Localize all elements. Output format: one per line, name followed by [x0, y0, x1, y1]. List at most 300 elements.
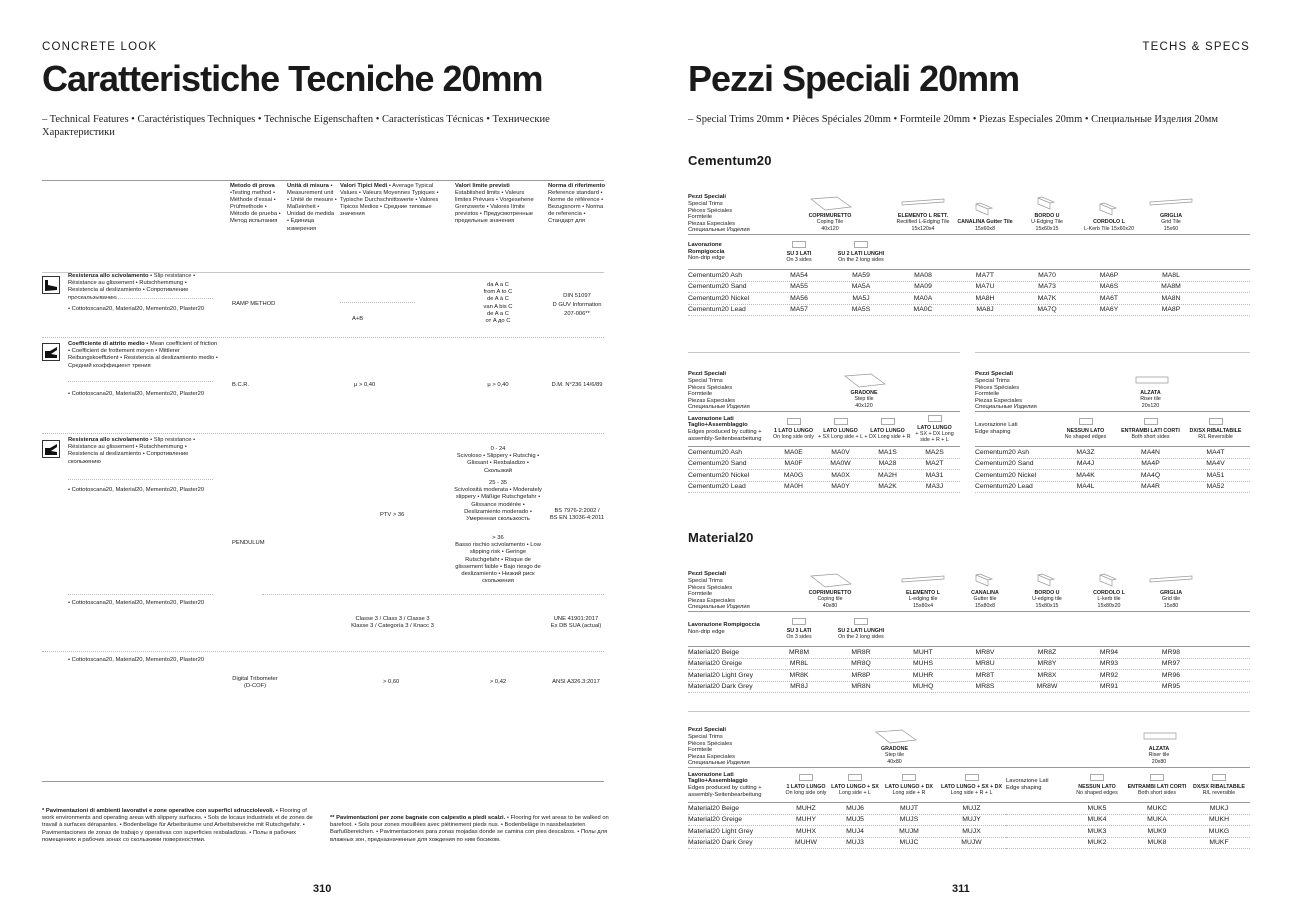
- trim-illustration-icon: [1148, 572, 1194, 590]
- row-label: Material20 Dark Grey: [688, 683, 753, 691]
- article-code: MUK4: [1087, 816, 1107, 824]
- article-code: MUHZ: [796, 804, 816, 812]
- product-name: CORDOLO L: [1093, 589, 1125, 596]
- page-number-right: 311: [952, 883, 970, 895]
- table-row: [688, 482, 960, 494]
- label-line: Pièces Spéciales: [688, 207, 733, 214]
- article-code: MA8N: [1161, 294, 1181, 302]
- edge-shape-icon: [881, 418, 895, 425]
- row-label: Cementum20 Lead: [975, 483, 1033, 491]
- product-sub: Grid Tile: [1161, 219, 1181, 226]
- edge-option-name: SU 2 LATI LUNGHI: [837, 627, 885, 634]
- product-name: BORDO U: [1034, 589, 1060, 596]
- article-code: MA2H: [878, 471, 897, 479]
- table-header-row: [688, 189, 1250, 235]
- product-sub: U-Edging Tile: [1031, 219, 1063, 226]
- limit-value: > 0,42: [489, 679, 507, 685]
- article-code: MUJZ: [962, 804, 981, 812]
- label-line: Lavorazione Lati: [975, 422, 1018, 429]
- table-top-rule: [42, 180, 604, 181]
- article-code: MA8L: [1162, 271, 1180, 279]
- table-header-row: [688, 722, 1006, 768]
- article-code: MA4L: [1076, 483, 1095, 491]
- product-size: 40x80: [887, 758, 902, 765]
- product-sub: Coping Tile: [816, 219, 844, 226]
- article-code: MR8P: [851, 671, 871, 679]
- article-code: MA2K: [878, 483, 897, 491]
- material-trims-table: [688, 566, 1250, 693]
- table-row: [1006, 838, 1250, 850]
- table-row: [1006, 815, 1250, 827]
- row-label: Cementum20 Ash: [688, 271, 743, 279]
- product-list: • Cottotoscana20, Material20, Memento20, Plaster20: [68, 657, 205, 663]
- product-sub: L-kerb tile: [1097, 596, 1121, 603]
- table-row: [975, 482, 1250, 494]
- row-label: Cementum20 Sand: [975, 460, 1034, 468]
- article-code: MUHW: [795, 839, 817, 847]
- article-code: MA56: [790, 294, 808, 302]
- article-code: MA57: [790, 306, 808, 314]
- footnote-2: ** Pavimentazioni per zone bagnate con calpestio a piedi scalzi. • Flooring for wet areas to be walked on barefoot. • Sols pour zones mouillées avec piétinement pieds nus. • Bodenbeläge in nassbelasteten Barfußbereichen. • Pavimentaciones para zonas mojadas donde se camina con pies descalzos. • Полы для влажных зон, предназначенные для хождения по ним босиком.: [330, 815, 609, 843]
- table-row: [688, 459, 960, 471]
- article-code: MR8M: [788, 648, 809, 656]
- article-code: MR8X: [1037, 671, 1057, 679]
- article-code: MA2T: [925, 460, 944, 468]
- edge-option-name: 1 LATO LUNGO: [774, 427, 813, 434]
- article-code: MA5A: [851, 283, 871, 291]
- reference-norm: D.M. N°236 14/6/89: [551, 382, 603, 388]
- table-row: [688, 647, 1250, 659]
- label-line: Pièces Spéciales: [975, 384, 1020, 391]
- table-header-row: [975, 366, 1250, 412]
- typical-value: PTV > 36: [380, 512, 405, 518]
- table-row: [688, 838, 1006, 850]
- page-title: Pezzi Speciali 20mm: [688, 58, 1020, 99]
- label-line: Taglio+Assemblaggio: [688, 422, 748, 429]
- article-code: MA09: [914, 283, 932, 291]
- product-size: 20x120: [1141, 402, 1160, 409]
- table-row: [1006, 803, 1250, 815]
- article-code: MA1S: [878, 448, 897, 456]
- edge-option: [817, 418, 864, 440]
- article-code: MA0V: [831, 448, 850, 456]
- article-code: MA2S: [925, 448, 944, 456]
- article-code: MA4N: [1141, 448, 1160, 456]
- edge-option-name: SU 2 LATI LUNGHI: [837, 250, 885, 257]
- edge-option-sub: R/L reversible: [1202, 790, 1236, 796]
- article-code: MR8S: [975, 683, 995, 691]
- row-label: Material20 Greige: [688, 816, 743, 824]
- edge-shape-icon: [854, 618, 868, 625]
- article-code: MR97: [1161, 660, 1181, 668]
- article-code: MUK8: [1147, 839, 1167, 847]
- divider: [68, 594, 213, 595]
- limit-value: μ > 0,40: [487, 382, 509, 388]
- row-label: Cementum20 Ash: [688, 448, 743, 456]
- edge-option-sub: + DX Long side + R: [864, 434, 911, 440]
- product-sub: Riser tile: [1140, 396, 1161, 403]
- edge-label: [975, 422, 1053, 435]
- article-code: MR8T: [975, 671, 995, 679]
- edge-option-name: LATO LUNGO: [870, 427, 905, 434]
- article-code: MR91: [1099, 683, 1119, 691]
- edge-option: [1068, 774, 1126, 796]
- product-cell: [1140, 566, 1202, 611]
- label-line: Formteile: [975, 391, 1000, 398]
- article-code: MUKF: [1209, 839, 1229, 847]
- divider: [42, 651, 604, 652]
- typical-value: A+B: [352, 316, 364, 322]
- edge-shape-icon: [1090, 774, 1104, 781]
- trim-illustration-icon: [1024, 572, 1070, 590]
- divider: [340, 302, 415, 303]
- cementum-riser-table: [975, 366, 1250, 493]
- product-cell: [1016, 189, 1078, 234]
- header-typical-values: Valori Tipici Medi • Average Typical Values • Valeurs Moyennes Typiques • Typische Durchschnittswerte • Valores Tipicos Medios • Средние типовые значения: [340, 183, 439, 218]
- edge-label: [688, 772, 783, 798]
- product-sub: Rectified L-Edging Tile: [896, 219, 950, 226]
- article-code: MUKG: [1208, 827, 1230, 835]
- product-list: • Cottotoscana20, Material20, Memento20, Plaster20: [68, 391, 205, 397]
- product-size: 15x60: [1163, 225, 1179, 232]
- product-size: 15x80x20: [1097, 602, 1121, 609]
- trim-illustration-icon: [1128, 372, 1174, 390]
- typical-value: Classe 3 / Class 3 / Classe 3 Klasse 3 / Categoría 3 / Класс 3: [351, 616, 434, 630]
- table-row: [688, 293, 1250, 305]
- edge-option-name: LATO LUNGO + SX + DX: [940, 783, 1003, 790]
- edge-option-sub: Long side + L: [839, 790, 871, 796]
- article-code: MR8Q: [851, 660, 871, 668]
- label-line: Edge shaping: [975, 429, 1011, 435]
- product-name: ELEMENTO L RETT.: [897, 212, 949, 219]
- limit-value-slippery: 0 - 24 Scivoloso • Slippery • Rutschig • Glissant • Resbaladizo • Скользкий: [456, 446, 540, 474]
- article-code: MUJ5: [846, 816, 864, 824]
- product-cell: [768, 189, 892, 234]
- divider: [68, 381, 213, 382]
- divider: [68, 298, 213, 299]
- article-code: MR8L: [789, 660, 809, 668]
- article-code: MA7U: [975, 283, 995, 291]
- article-code: MA4R: [1141, 483, 1160, 491]
- table-row: [1006, 826, 1250, 838]
- trim-label: [975, 371, 1053, 411]
- article-code: MA0G: [783, 471, 804, 479]
- cementum-heading: Cementum20: [688, 153, 772, 168]
- edge-shape-icon: [902, 774, 916, 781]
- edge-shape-icon: [1212, 774, 1226, 781]
- label-line: Formteile: [688, 214, 713, 221]
- trim-label: [688, 194, 768, 234]
- article-code: MUJ6: [846, 804, 864, 812]
- edge-option-sub: No shaped edges: [1064, 434, 1107, 440]
- article-code: MA70: [1038, 271, 1056, 279]
- section-label: CONCRETE LOOK: [42, 41, 158, 53]
- article-code: MR8J: [790, 683, 808, 691]
- article-code: MUJY: [962, 816, 981, 824]
- edge-option-sub: Long side + R: [892, 790, 926, 796]
- product-sub: L-edging tile: [908, 596, 938, 603]
- header-unit: Unità di misura • Measurement unit • Unité de mesure • Maßeinheit • Unidad de medida • Единица измерения: [287, 183, 337, 232]
- edge-row: [688, 768, 1006, 803]
- product-name: CANALINA Gutter Tile: [957, 219, 1013, 226]
- article-code: MA3J: [925, 483, 944, 491]
- trim-illustration-icon: [841, 372, 887, 390]
- row-label: Material20 Beige: [688, 648, 740, 656]
- header-method: Metodo di prova •Testing method • Méthode d'essai • Prüfmethode • Método de prueba • Метод испытания: [230, 183, 281, 225]
- edge-option-sub: + SX + DX Long side + R + L: [915, 430, 954, 444]
- article-code: MR92: [1099, 671, 1119, 679]
- edge-shape-icon: [834, 418, 848, 425]
- edge-row: [688, 612, 1250, 647]
- divider: [975, 352, 1250, 353]
- table-bottom-rule: [42, 781, 604, 782]
- edge-option-name: LATO LUNGO + DX: [885, 783, 933, 790]
- article-code: MUK2: [1087, 839, 1107, 847]
- row-label: Cementum20 Lead: [688, 483, 746, 491]
- edge-option: [1183, 418, 1248, 440]
- label-line: Lavorazione Lati: [1006, 778, 1049, 785]
- product-cell: [768, 566, 892, 611]
- page-subtitle: – Special Trims 20mm • Pièces Spéciales 20mm • Formteile 20mm • Piezas Especiales 20mm • Специальные Изделия 20мм: [688, 114, 1219, 125]
- product-cell: [1078, 189, 1140, 234]
- typical-value: > 0,60: [383, 679, 400, 685]
- edge-shape-icon: [1209, 418, 1223, 425]
- product-cell: [892, 189, 954, 234]
- edge-option-name: DX/SX RIBALTABILE: [1189, 427, 1242, 434]
- page-number-left: 310: [313, 883, 332, 895]
- edge-option: [770, 418, 817, 440]
- page-title: Caratteristiche Tecniche 20mm: [42, 58, 543, 99]
- article-code: MUHQ: [912, 683, 934, 691]
- article-code: MUHT: [913, 648, 933, 656]
- product-cell: [954, 566, 1016, 611]
- edge-option: [830, 241, 892, 263]
- article-code: MA5J: [852, 294, 870, 302]
- test-method: Digital Tribometer (D-COF): [232, 676, 278, 690]
- trim-illustration-icon: [900, 195, 946, 213]
- cementum-step-table: [688, 366, 960, 493]
- reference-norm: BS 7976-2:2002 / BS EN 13036-4:2011: [549, 508, 605, 522]
- label-line: Специальные Изделия: [688, 404, 750, 411]
- article-code: MA8P: [1161, 306, 1181, 314]
- property-title: Coefficiente di attrito medio • Mean coefficient of friction • Coefficient de frottement moyen • Mittlerer Reibungskoeffizient • Resistencia al deslizamiento medio • Средний коэффициент трения: [68, 341, 218, 369]
- divider: [688, 711, 1250, 712]
- edge-option-sub: On the 2 long sides: [838, 634, 884, 640]
- product-cell: [1140, 189, 1202, 234]
- article-code: MR8K: [789, 671, 809, 679]
- article-code: MUJS: [899, 816, 919, 824]
- article-code: MR8W: [1036, 683, 1058, 691]
- product-size: 20x80: [1151, 758, 1167, 765]
- table-row: [975, 470, 1250, 482]
- page-subtitle: – Technical Features • Caractéristiques Techniques • Technische Eigenschaften • Características Técnicas • Технические Характеристики: [42, 114, 550, 138]
- article-code: MA55: [790, 283, 808, 291]
- footnote-1: * Pavimentazioni di ambienti lavorativi e zone operative con superfici sdrucciolevoli. • Flooring of work environments and operating areas with slippery surfaces. • Sols de locaux industriels et de zones de travail à surfaces dérapantes. • Bodenbeläge für Arbeitsräume und Arbeitsbereiche mit Rutschgefahr. • Pavimentaciones de zonas de trabajo y operativas con superficies resbaladizas. • Полы в рабочих помещениях и рабочих зонах со скользкими поверхностями.: [42, 808, 313, 843]
- product-size: 15x120x4: [911, 225, 935, 232]
- article-code: MA6T: [1099, 294, 1119, 302]
- row-label: Cementum20 Lead: [688, 306, 746, 314]
- article-code: MR8V: [975, 648, 995, 656]
- row-label: Cementum20 Sand: [688, 460, 747, 468]
- divider: [68, 479, 213, 480]
- reference-norm: DIN 51097 D GUV Information 207-006**: [552, 293, 602, 317]
- property-title: Resistenza allo scivolamento • Slip resistance • Résistance au glissement • Rutschhemmung • Resistencia al deslizamiento • Сопротивление проскальзыванию: [68, 273, 196, 301]
- label-line: Formteile: [688, 591, 713, 598]
- article-code: MA6S: [1099, 283, 1119, 291]
- article-code: MA31: [925, 471, 944, 479]
- article-code: MUJW: [961, 839, 982, 847]
- table-row: [688, 826, 1006, 838]
- product-cell: [1016, 566, 1078, 611]
- article-code: MUHS: [912, 660, 933, 668]
- article-code: MUK3: [1087, 827, 1107, 835]
- edge-row: [1006, 768, 1250, 803]
- product-size: 40x120: [821, 225, 839, 232]
- article-code: MA7T: [975, 271, 995, 279]
- label-line: Formteile: [688, 747, 713, 754]
- trim-illustration-icon: [1148, 195, 1194, 213]
- edge-option: [768, 618, 830, 640]
- article-code: MUJ4: [846, 827, 864, 835]
- edge-option: [1188, 774, 1250, 796]
- product-list: • Cottotoscana20, Material20, Memento20, Plaster20: [68, 600, 205, 606]
- table-row: [688, 670, 1250, 682]
- trim-illustration-icon: [900, 572, 946, 590]
- row-label: Cementum20 Nickel: [975, 471, 1037, 479]
- article-code: MR8Y: [1037, 660, 1057, 668]
- edge-label: [688, 242, 768, 262]
- table-row: [688, 803, 1006, 815]
- label-line: Pezzi Speciali: [688, 571, 727, 578]
- article-code: MA7Q: [1037, 306, 1057, 314]
- table-row: [688, 282, 1250, 294]
- property-title: Resistenza allo scivolamento • Slip resistance • Résistance au glissement • Rutschhemmung • Resistencia al deslizamiento • Сопротивление скольжению: [68, 437, 196, 465]
- label-line: Pièces Spéciales: [688, 384, 733, 391]
- edge-option: [1118, 418, 1183, 440]
- trim-label: [688, 571, 768, 611]
- trim-illustration-icon: [962, 201, 1008, 219]
- article-code: MA3Z: [1076, 448, 1095, 456]
- edge-option-name: LATO LUNGO + SX: [831, 783, 879, 790]
- article-code: MR8Z: [1037, 648, 1057, 656]
- label-line: Piezas Especiales: [688, 753, 736, 760]
- label-line: Piezas Especiales: [975, 397, 1023, 404]
- product-name: CORDOLO L: [1093, 219, 1125, 226]
- label-line: Pezzi Speciali: [975, 371, 1014, 378]
- article-code: MUJM: [899, 827, 919, 835]
- article-code: MA0W: [830, 460, 851, 468]
- article-code: MA59: [852, 271, 870, 279]
- row-label: Cementum20 Sand: [688, 283, 747, 291]
- article-code: MA0A: [913, 294, 933, 302]
- test-method: RAMP METHOD: [232, 301, 276, 307]
- edge-shape-icon: [965, 774, 979, 781]
- edge-row: [688, 412, 960, 447]
- edge-option-sub: + SX Long side + L: [817, 434, 864, 440]
- divider: [262, 594, 604, 595]
- edge-shape-icon: [792, 241, 806, 248]
- row-label: Material20 Light Grey: [688, 671, 753, 679]
- product-cell: [770, 366, 958, 411]
- article-code: MUKJ: [1209, 804, 1229, 812]
- article-code: MR93: [1099, 660, 1119, 668]
- edge-shape-icon: [928, 415, 942, 422]
- limit-value-moderate: 25 - 35 Scivolosità moderata • Moderately slippery • Mäßige Rutschgefahr • Glissance modérée • Deslizamiento moderado • Умеренная скользкость: [454, 480, 542, 523]
- label-line: Lavorazione Lati: [688, 415, 734, 422]
- edge-row: [975, 412, 1250, 447]
- product-sub: Step tile: [854, 396, 874, 403]
- edge-label: [1006, 778, 1068, 791]
- label-line: Lavorazione Lati: [688, 771, 734, 778]
- label-line: Non-drip edge: [688, 255, 725, 262]
- article-code: MR95: [1161, 683, 1181, 691]
- label-line: Non-drip edge: [688, 629, 725, 635]
- label-line: Piezas Especiales: [688, 397, 736, 404]
- edge-option-name: 1 LATO LUNGO: [786, 783, 826, 790]
- edge-option: [1053, 418, 1118, 440]
- article-code: MA0E: [784, 448, 803, 456]
- product-name: ELEMENTO L: [905, 589, 941, 596]
- trim-label: [688, 727, 783, 767]
- article-code: MA0Y: [831, 483, 850, 491]
- product-list: • Cottotoscana20, Material20, Memento20, Plaster20: [68, 306, 205, 312]
- edge-option: [829, 774, 881, 796]
- label-line: Taglio+Assemblaggio: [688, 778, 748, 785]
- edge-option: [830, 618, 892, 640]
- edge-label: [688, 416, 770, 442]
- label-line: Special Trims: [688, 201, 723, 208]
- article-code: MA8M: [1161, 283, 1181, 291]
- article-code: MA4P: [1141, 460, 1160, 468]
- row-label: Cementum20 Nickel: [688, 294, 750, 302]
- article-code: MUJT: [899, 804, 919, 812]
- product-cell: [1053, 366, 1248, 411]
- edge-option-sub: On the 2 long sides: [838, 257, 884, 263]
- edge-label: [688, 622, 768, 635]
- product-sub: L-Kerb Tile 15x60x20: [1083, 225, 1135, 232]
- label-line: Pezzi Speciali: [688, 194, 727, 201]
- edge-option-sub: R/L Reversible: [1198, 434, 1233, 440]
- article-code: MA0C: [913, 306, 933, 314]
- label-line: Специальные Изделия: [975, 404, 1037, 411]
- article-code: MUJC: [899, 839, 919, 847]
- edge-shape-icon: [1079, 418, 1093, 425]
- product-name: COPRIMURETTO: [808, 212, 852, 219]
- edge-option: [768, 241, 830, 263]
- article-code: MR8R: [851, 648, 871, 656]
- label-line: Rompigoccia: [688, 248, 725, 255]
- edge-option: [864, 418, 911, 440]
- product-size: 15x80x4: [912, 602, 934, 609]
- product-name: GRADONE: [880, 745, 909, 752]
- label-line: Pièces Spéciales: [688, 584, 733, 591]
- material-heading: Material20: [688, 530, 754, 545]
- edge-option-name: NESSUN LATO: [1066, 427, 1105, 434]
- divider: [42, 433, 604, 434]
- product-cell: [783, 722, 1006, 767]
- trim-illustration-icon: [872, 728, 918, 746]
- edge-option-sub: On 3 sides: [786, 634, 812, 640]
- product-name: ALZATA: [1148, 745, 1170, 752]
- article-code: MA08: [914, 271, 932, 279]
- edge-option-name: NESSUN LATO: [1078, 783, 1116, 790]
- table-row: [688, 682, 1250, 694]
- limit-value: da A a C from A to C de A à C van A bis C de A a C от A до C: [483, 282, 513, 325]
- product-sub: Riser tile: [1148, 752, 1170, 759]
- product-cell: [892, 566, 954, 611]
- label-line: Специальные Изделия: [688, 604, 750, 611]
- edge-option-sub: Long side + R + L: [950, 790, 993, 796]
